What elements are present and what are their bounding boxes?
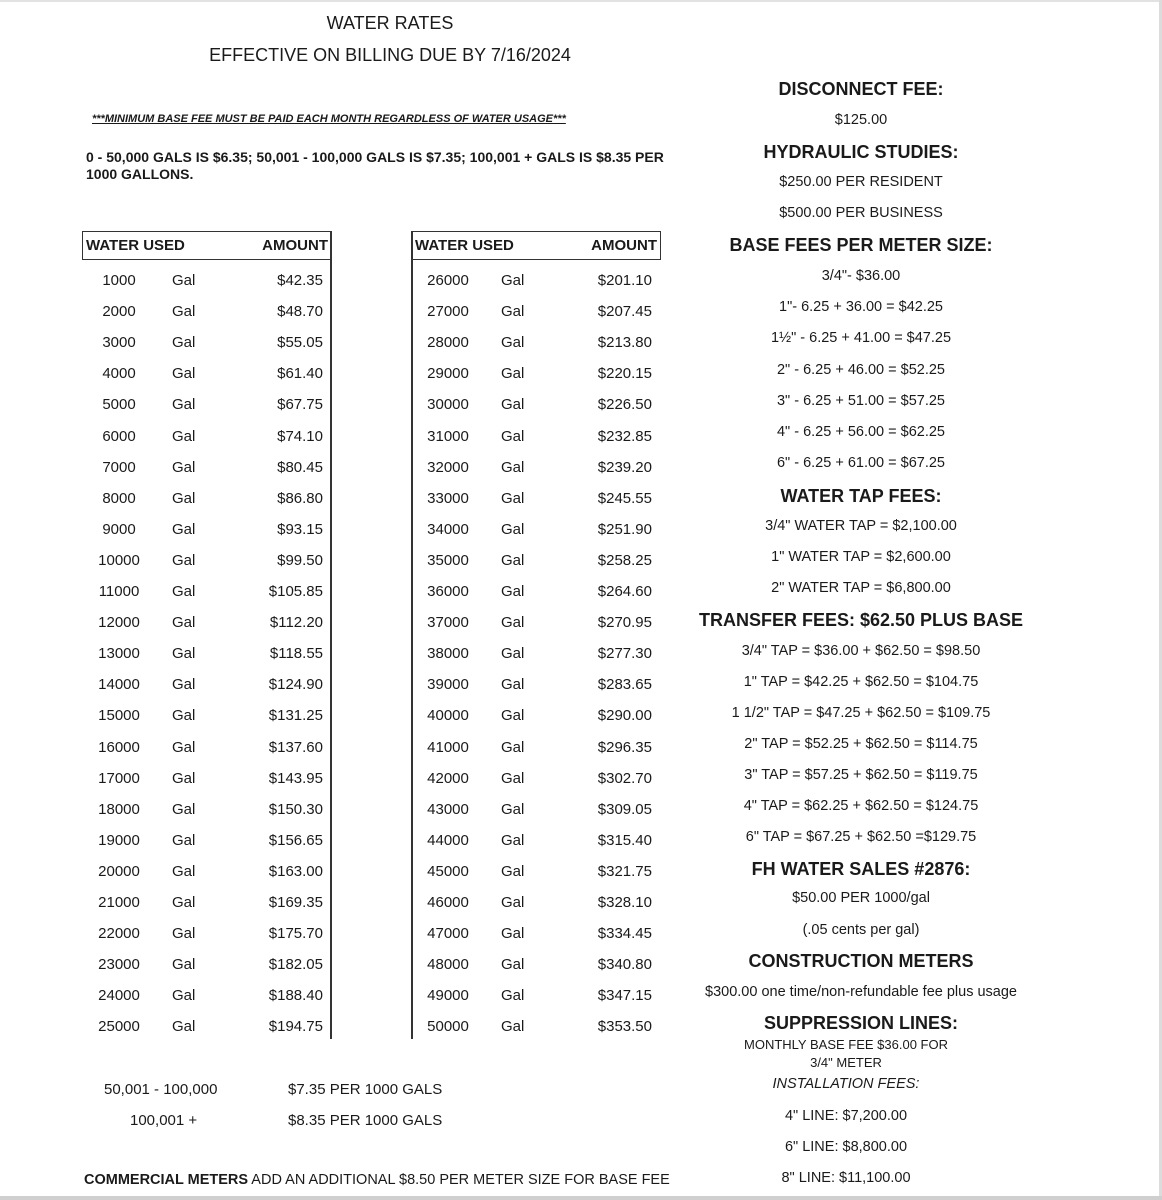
table-row: [411, 614, 661, 634]
amount-cell: $340.80: [597, 956, 652, 974]
table-row: [82, 770, 332, 790]
col-amount: AMOUNT: [262, 237, 328, 254]
unit-cell: Gal: [172, 987, 196, 1005]
table-row: [82, 1018, 332, 1038]
amount-cell: $150.30: [268, 800, 323, 818]
gallons-cell: 41000: [427, 738, 469, 756]
unit-cell: Gal: [501, 800, 525, 818]
page-frame-bottom: [0, 1196, 1162, 1200]
installation-fees-heading: INSTALLATION FEES:: [772, 1076, 920, 1092]
commercial-meters-note: [84, 1172, 670, 1188]
base-fee-item: 4" - 6.25 + 56.00 = $62.25: [776, 424, 945, 440]
construction-meters-text: $300.00 one time/non-refundable fee plus usage: [705, 984, 1017, 1000]
fh-water-sales-note: (.05 cents per gal): [802, 922, 920, 938]
amount-cell: $169.35: [268, 894, 323, 911]
amount-cell: $163.00: [268, 862, 323, 880]
unit-cell: Gal: [501, 489, 525, 507]
gallons-cell: 2000: [102, 303, 136, 321]
commercial-text: ADD AN ADDITIONAL $8.50 PER METER SIZE FOR BASE FEE: [248, 1172, 670, 1188]
gallons-cell: 26000: [427, 272, 469, 289]
table-row: [82, 521, 332, 541]
unit-cell: Gal: [172, 334, 196, 352]
transfer-fee-item: 4" TAP = $62.25 + $62.50 = $124.75: [743, 798, 979, 814]
gallons-cell: 29000: [427, 365, 469, 383]
amount-cell: $296.35: [597, 738, 652, 756]
rate-table-right: [411, 231, 661, 1039]
table-row: [82, 583, 332, 603]
gallons-cell: 43000: [427, 800, 469, 818]
suppression-lines-heading: SUPPRESSION LINES:: [763, 1013, 959, 1033]
table-row: [82, 925, 332, 945]
gallons-cell: 34000: [427, 520, 469, 538]
hydraulic-resident: $250.00 PER RESIDENT: [779, 174, 943, 190]
unit-cell: Gal: [501, 1018, 525, 1036]
amount-cell: $239.20: [597, 458, 652, 476]
unit-cell: Gal: [172, 1018, 196, 1036]
table-row: [411, 832, 661, 852]
amount-cell: $156.65: [268, 831, 323, 849]
tier-rate: $8.35 PER 1000 GALS: [288, 1112, 443, 1129]
table-row: [82, 396, 332, 416]
transfer-fee-item: 1" TAP = $42.25 + $62.50 = $104.75: [743, 674, 979, 690]
unit-cell: Gal: [501, 427, 525, 445]
unit-cell: Gal: [172, 614, 196, 632]
table-row: [411, 490, 661, 510]
amount-cell: $67.75: [277, 396, 323, 414]
unit-cell: Gal: [172, 769, 196, 787]
unit-cell: Gal: [172, 427, 196, 445]
table-row: [411, 521, 661, 541]
unit-cell: Gal: [172, 956, 196, 974]
unit-cell: Gal: [501, 458, 525, 476]
gallons-cell: 9000: [102, 520, 136, 538]
unit-cell: Gal: [501, 894, 525, 911]
gallons-cell: 15000: [98, 707, 140, 725]
gallons-cell: 25000: [98, 1018, 140, 1036]
table-row: [82, 956, 332, 976]
unit-cell: Gal: [501, 520, 525, 538]
suppression-line-fee: 8" LINE: $11,100.00: [781, 1170, 911, 1186]
unit-cell: Gal: [501, 272, 525, 289]
table-row: [411, 770, 661, 790]
unit-cell: Gal: [172, 489, 196, 507]
water-tap-fee-item: 2" WATER TAP = $6,800.00: [771, 580, 951, 596]
amount-cell: $137.60: [268, 738, 323, 756]
unit-cell: Gal: [172, 645, 196, 663]
unit-cell: Gal: [172, 396, 196, 414]
amount-cell: $143.95: [268, 769, 323, 787]
disconnect-fee-heading: DISCONNECT FEE:: [778, 79, 944, 99]
table-row: [411, 396, 661, 416]
gallons-cell: 33000: [427, 489, 469, 507]
amount-cell: $213.80: [597, 334, 652, 352]
col-amount: AMOUNT: [591, 237, 657, 254]
gallons-cell: 28000: [427, 334, 469, 352]
gallons-cell: 50000: [427, 1018, 469, 1036]
table-row: [82, 739, 332, 759]
table-row: [82, 428, 332, 448]
unit-cell: Gal: [172, 925, 196, 943]
table-row: [411, 365, 661, 385]
disconnect-fee-value: $125.00: [834, 112, 888, 128]
amount-cell: $131.25: [268, 707, 323, 725]
amount-cell: $347.15: [597, 987, 652, 1005]
transfer-fee-item: 2" TAP = $52.25 + $62.50 = $114.75: [744, 736, 978, 752]
base-fee-item: 3/4"- $36.00: [821, 268, 901, 284]
base-fees-heading: BASE FEES PER METER SIZE:: [729, 235, 993, 255]
fh-water-sales-rate: $50.00 PER 1000/gal: [792, 890, 930, 906]
gallons-cell: 37000: [427, 614, 469, 632]
amount-cell: $99.50: [277, 551, 323, 569]
amount-cell: $321.75: [597, 862, 652, 880]
gallons-cell: 4000: [102, 365, 136, 383]
table-row: [82, 801, 332, 821]
base-fee-item: 1½" - 6.25 + 41.00 = $47.25: [770, 330, 952, 347]
amount-cell: $309.05: [597, 800, 652, 818]
gallons-cell: 3000: [102, 334, 136, 352]
page-frame-top: [0, 0, 1162, 2]
gallons-cell: 32000: [427, 458, 469, 476]
gallons-cell: 36000: [427, 583, 469, 600]
gallons-cell: 19000: [98, 831, 140, 849]
table-row: [411, 428, 661, 448]
gallons-cell: 14000: [98, 676, 140, 694]
table-row: [411, 676, 661, 696]
gallons-cell: 24000: [98, 987, 140, 1005]
hydraulic-studies-heading: HYDRAULIC STUDIES:: [763, 142, 959, 162]
table-row: [82, 272, 332, 292]
amount-cell: $245.55: [597, 489, 652, 507]
gallons-cell: 47000: [427, 925, 469, 943]
construction-meters-heading: CONSTRUCTION METERS: [748, 951, 974, 971]
unit-cell: Gal: [172, 551, 196, 569]
unit-cell: Gal: [172, 272, 196, 289]
unit-cell: Gal: [172, 800, 196, 818]
table-row: [82, 614, 332, 634]
gallons-cell: 35000: [427, 551, 469, 569]
water-tap-fee-item: 3/4" WATER TAP = $2,100.00: [765, 518, 957, 534]
gallons-cell: 22000: [98, 925, 140, 943]
amount-cell: $48.70: [277, 303, 323, 321]
table-row: [411, 583, 661, 603]
gallons-cell: 7000: [102, 458, 136, 476]
unit-cell: Gal: [501, 396, 525, 414]
unit-cell: Gal: [501, 831, 525, 849]
unit-cell: Gal: [501, 551, 525, 569]
gallons-cell: 44000: [427, 831, 469, 849]
transfer-fee-item: 3/4" TAP = $36.00 + $62.50 = $98.50: [741, 643, 981, 659]
gallons-cell: 6000: [102, 427, 136, 445]
amount-cell: $220.15: [597, 365, 652, 383]
minimum-fee-notice: ***MINIMUM BASE FEE MUST BE PAID EACH MONTH REGARDLESS OF WATER USAGE***: [92, 113, 566, 125]
table-row: [82, 303, 332, 323]
unit-cell: Gal: [172, 831, 196, 849]
table-row: [411, 925, 661, 945]
unit-cell: Gal: [172, 676, 196, 694]
unit-cell: Gal: [172, 894, 196, 911]
table-row: [82, 490, 332, 510]
water-tap-fee-item: 1" WATER TAP = $2,600.00: [771, 549, 951, 565]
gallons-cell: 16000: [98, 738, 140, 756]
amount-cell: $226.50: [597, 396, 652, 414]
table-row: [411, 272, 661, 292]
gallons-cell: 11000: [98, 583, 140, 600]
amount-cell: $86.80: [277, 489, 323, 507]
amount-cell: $182.05: [268, 956, 323, 974]
amount-cell: $251.90: [597, 520, 652, 538]
gallons-cell: 5000: [102, 396, 136, 414]
unit-cell: Gal: [172, 738, 196, 756]
table-header: [82, 231, 332, 260]
amount-cell: $232.85: [597, 427, 652, 445]
table-row: [82, 894, 332, 914]
unit-cell: Gal: [501, 645, 525, 663]
suppression-base-fee-line2: 3/4" METER: [810, 1055, 882, 1070]
base-fee-item: 3" - 6.25 + 51.00 = $57.25: [776, 392, 945, 409]
table-row: [411, 987, 661, 1007]
table-row: [82, 987, 332, 1007]
fh-water-sales-heading: FH WATER SALES #2876:: [751, 859, 971, 879]
gallons-cell: 10000: [98, 551, 140, 569]
amount-cell: $353.50: [597, 1018, 652, 1036]
page-title: WATER RATES: [326, 13, 454, 33]
suppression-line-fee: 6" LINE: $8,800.00: [784, 1139, 908, 1155]
table-row: [82, 645, 332, 665]
table-row: [82, 334, 332, 354]
amount-cell: $175.70: [268, 925, 323, 943]
unit-cell: Gal: [172, 707, 196, 725]
unit-cell: Gal: [501, 956, 525, 974]
unit-cell: Gal: [501, 738, 525, 756]
table-row: [82, 459, 332, 479]
table-row: [411, 645, 661, 665]
gallons-cell: 31000: [427, 427, 469, 445]
amount-cell: $201.10: [597, 272, 652, 289]
gallons-cell: 27000: [427, 303, 469, 321]
table-row: [411, 459, 661, 479]
amount-cell: $290.00: [597, 707, 652, 725]
table-row: [411, 956, 661, 976]
tier-rate: $7.35 PER 1000 GALS: [288, 1081, 443, 1098]
table-row: [82, 676, 332, 696]
gallons-cell: 13000: [98, 645, 140, 663]
unit-cell: Gal: [172, 520, 196, 538]
table-row: [411, 894, 661, 914]
amount-cell: $283.65: [597, 676, 652, 694]
gallons-cell: 38000: [427, 645, 469, 663]
unit-cell: Gal: [501, 583, 525, 600]
amount-cell: $264.60: [597, 583, 652, 600]
unit-cell: Gal: [172, 862, 196, 880]
amount-cell: $194.75: [268, 1018, 323, 1036]
transfer-fee-item: 1 1/2" TAP = $47.25 + $62.50 = $109.75: [731, 705, 991, 721]
unit-cell: Gal: [501, 365, 525, 383]
hydraulic-business: $500.00 PER BUSINESS: [779, 205, 943, 221]
amount-cell: $74.10: [277, 427, 323, 445]
amount-cell: $112.20: [269, 614, 323, 632]
amount-cell: $93.15: [277, 520, 323, 538]
gallons-cell: 48000: [427, 956, 469, 974]
gallons-cell: 21000: [98, 894, 140, 911]
amount-cell: $334.45: [597, 925, 652, 943]
unit-cell: Gal: [501, 614, 525, 632]
unit-cell: Gal: [501, 987, 525, 1005]
col-water-used: WATER USED: [86, 237, 185, 254]
unit-cell: Gal: [501, 707, 525, 725]
base-fee-item: 2" - 6.25 + 46.00 = $52.25: [776, 361, 945, 378]
table-row: [411, 801, 661, 821]
gallons-cell: 42000: [427, 769, 469, 787]
amount-cell: $315.40: [597, 831, 652, 849]
amount-cell: $258.25: [597, 551, 652, 569]
unit-cell: Gal: [172, 303, 196, 321]
amount-cell: $188.40: [268, 987, 323, 1005]
amount-cell: $328.10: [597, 894, 652, 911]
gallons-cell: 23000: [98, 956, 140, 974]
gallons-cell: 12000: [98, 614, 140, 632]
amount-cell: $118.55: [269, 645, 323, 663]
gallons-cell: 49000: [427, 987, 469, 1005]
base-fee-item: 1"- 6.25 + 36.00 = $42.25: [779, 299, 943, 316]
unit-cell: Gal: [172, 583, 196, 600]
table-row: [411, 739, 661, 759]
table-row: [411, 863, 661, 883]
amount-cell: $80.45: [277, 458, 323, 476]
gallons-cell: 18000: [98, 800, 140, 818]
unit-cell: Gal: [172, 365, 196, 383]
suppression-base-fee-line1: MONTHLY BASE FEE $36.00 FOR: [744, 1037, 948, 1052]
water-tap-fees-heading: WATER TAP FEES:: [780, 486, 942, 506]
unit-cell: Gal: [501, 862, 525, 880]
gallons-cell: 46000: [427, 894, 469, 911]
unit-cell: Gal: [172, 458, 196, 476]
amount-cell: $61.40: [277, 365, 323, 383]
base-fee-item: 6" - 6.25 + 61.00 = $67.25: [776, 455, 945, 472]
page-subtitle: EFFECTIVE ON BILLING DUE BY 7/16/2024: [209, 45, 571, 65]
gallons-cell: 40000: [427, 707, 469, 725]
gallons-cell: 8000: [102, 489, 136, 507]
table-row: [82, 552, 332, 572]
amount-cell: $105.85: [268, 583, 323, 600]
table-row: [82, 707, 332, 727]
amount-cell: $124.90: [268, 676, 323, 694]
commercial-label: COMMERCIAL METERS: [84, 1172, 249, 1188]
unit-cell: Gal: [501, 925, 525, 943]
table-row: [82, 365, 332, 385]
gallons-cell: 45000: [427, 862, 469, 880]
rate-table-left: [82, 231, 332, 1039]
gallons-cell: 30000: [427, 396, 469, 414]
unit-cell: Gal: [501, 676, 525, 694]
amount-cell: $302.70: [597, 769, 652, 787]
unit-cell: Gal: [501, 769, 525, 787]
transfer-fees-heading: TRANSFER FEES: $62.50 PLUS BASE: [698, 610, 1024, 630]
tier-range: 100,001 +: [130, 1112, 198, 1129]
rate-summary: 0 - 50,000 GALS IS $6.35; 50,001 - 100,000 GALS IS $7.35; 100,001 + GALS IS $8.35 PER 1000 GALLONS.: [86, 149, 664, 182]
amount-cell: $277.30: [597, 645, 652, 663]
amount-cell: $207.45: [597, 303, 652, 321]
table-row: [82, 863, 332, 883]
gallons-cell: 39000: [427, 676, 469, 694]
table-row: [411, 303, 661, 323]
amount-cell: $42.35: [277, 272, 323, 289]
tier-range: 50,001 - 100,000: [104, 1081, 218, 1098]
col-water-used: WATER USED: [415, 237, 514, 254]
transfer-fee-item: 6" TAP = $67.25 + $62.50 =$129.75: [745, 829, 977, 845]
suppression-line-fee: 4" LINE: $7,200.00: [784, 1108, 908, 1124]
transfer-fee-item: 3" TAP = $57.25 + $62.50 = $119.75: [744, 767, 978, 783]
table-row: [411, 707, 661, 727]
table-row: [411, 552, 661, 572]
gallons-cell: 20000: [98, 862, 140, 880]
gallons-cell: 17000: [98, 769, 140, 787]
table-row: [82, 832, 332, 852]
table-row: [411, 1018, 661, 1038]
unit-cell: Gal: [501, 303, 525, 321]
amount-cell: $270.95: [597, 614, 652, 632]
table-row: [411, 334, 661, 354]
gallons-cell: 1000: [102, 272, 136, 289]
unit-cell: Gal: [501, 334, 525, 352]
amount-cell: $55.05: [277, 334, 323, 352]
table-header: [411, 231, 661, 260]
